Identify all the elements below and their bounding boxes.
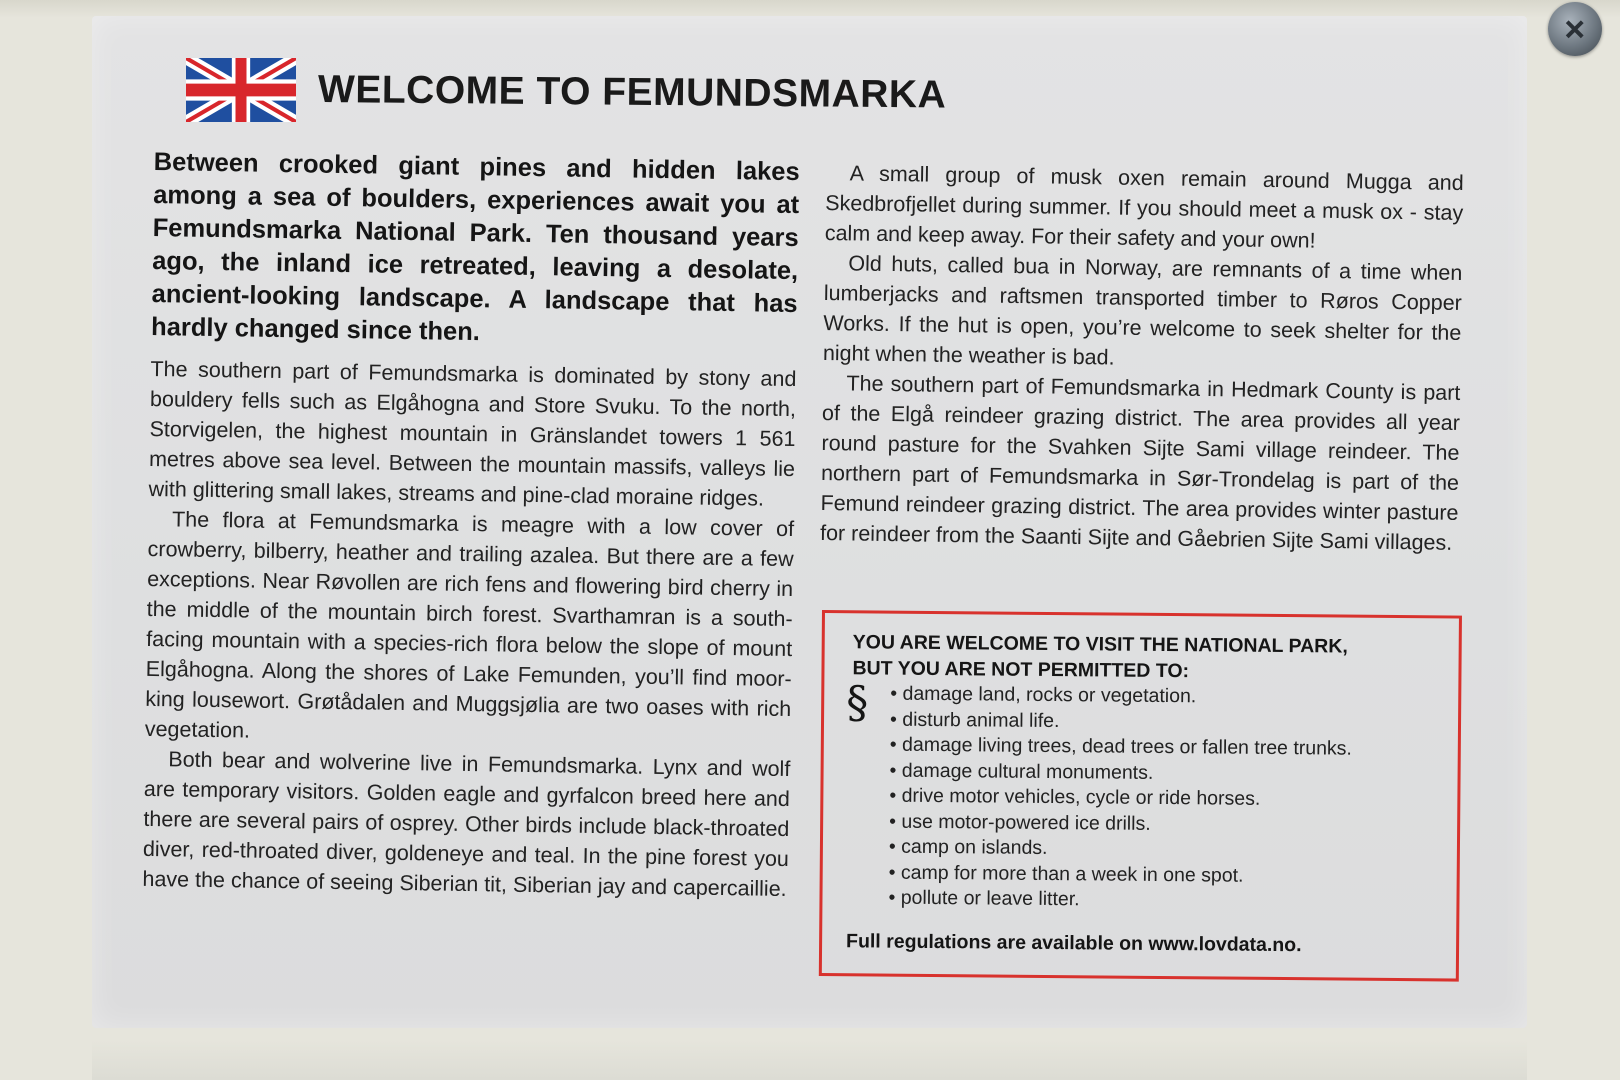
left-column — [142, 146, 800, 904]
musk-oxen-paragraph: A small group of musk oxen remain around Mugga and Skedbrofjellet during summer. If you should meet a musk ox - stay calm and keep away. For their safety and your own! — [824, 161, 1464, 253]
regulations-heading-line2: BUT YOU ARE NOT PERMITTED TO: — [852, 657, 1190, 683]
section-sign-icon: § — [845, 677, 869, 729]
sign-title: WELCOME TO FEMUNDSMARKA — [317, 68, 947, 117]
regulations-heading — [852, 629, 1412, 686]
list-item: • damage land, rocks or vegetation. — [890, 682, 1450, 712]
list-item: • disturb animal life. — [890, 707, 1450, 737]
list-item: • use motor-powered ice drills. — [889, 809, 1449, 839]
regulations-footer: Full regulations are available on www.lovdata.no. — [846, 930, 1302, 957]
fauna-paragraph: Both bear and wolverine live in Femundsmarka. Lynx and wolf are temporary visitors. Golden eagle and gyrfalcon breed here and there are several pairs of osprey. Other birds include black-throated diver, red-throated diver, goldeneye and teal. In the pine forest you have the chance of seeing Siberian tit, Siberian jay and capercaillie. — [142, 747, 791, 902]
reindeer-paragraph: The southern part of Femundsmarka in Hedmark County is part of the Elgå reindeer grazing district. The area provides all year round pasture for the Svahken Sijte Sami village reindeer. The northern part of Femundsmarka in Sør-Trondelag is part of the Femund reindeer grazing district. The area provides winter pasture for reindeer from the Saanti Sijte and Gåebrien Sijte Sami villages. — [819, 371, 1461, 555]
list-item: • drive motor vehicles, cycle or ride horses. — [889, 784, 1449, 814]
regulations-box — [819, 610, 1462, 982]
list-item: • damage living trees, dead trees or fallen tree trunks. — [890, 733, 1450, 763]
union-jack-flag-icon — [186, 58, 296, 122]
prohibited-list — [888, 682, 1450, 916]
intro-paragraph: Between crooked giant pines and hidden lakes among a sea of boulders, experiences await you at Femundsmarka National Park. Ten thousand years ago, the inland ice retreated, leaving a desolate, ancient-looking landscape. A landscape that has hardly changed since then. — [150, 147, 800, 347]
list-item: • damage cultural monuments. — [889, 758, 1449, 788]
huts-paragraph: Old huts, called bua in Norway, are remnants of a time when lumberjacks and raftsmen transported timber to Røros Copper Works. If the hut is open, you’re welcome to seek shelter for the night when the weather is bad. — [822, 251, 1463, 370]
right-column — [820, 158, 1464, 558]
flora-paragraph: The flora at Femundsmarka is meagre with a low cover of crowberry, bilberry, heather and trailing azalea. But there are a few exceptions. Near Røvollen are rich fens and flowering bird cherry in the middle of the mountain birch forest. Svarthamran is a south-facing mountain with a species-rich flora below the slope of mount Elgåhogna. Along the shores of Lake Femunden, you’ll find moor-king lousewort. Grøtådalen and Muggsjølia are two oases with rich vegetation. — [144, 507, 795, 743]
list-item: • pollute or leave litter. — [888, 886, 1448, 916]
screw-icon: + — [1548, 2, 1602, 56]
regulations-heading-line1: YOU ARE WELCOME TO VISIT THE NATIONAL PARK, — [852, 631, 1348, 658]
list-item: • camp for more than a week in one spot. — [889, 860, 1449, 890]
list-item: • camp on islands. — [889, 835, 1449, 865]
landscape-paragraph: The southern part of Femundsmarka is dominated by stony and bouldery fells such as Elgåhogna and Store Svuku. To the north, Storvigelen, the highest mountain in Gränslandet towers 1 561 metres above sea level. Between the mountain massifs, valleys lie with glittering small lakes, streams and pine-clad moraine ridges. — [148, 356, 797, 511]
sign-frame-bottom — [92, 1040, 1527, 1080]
